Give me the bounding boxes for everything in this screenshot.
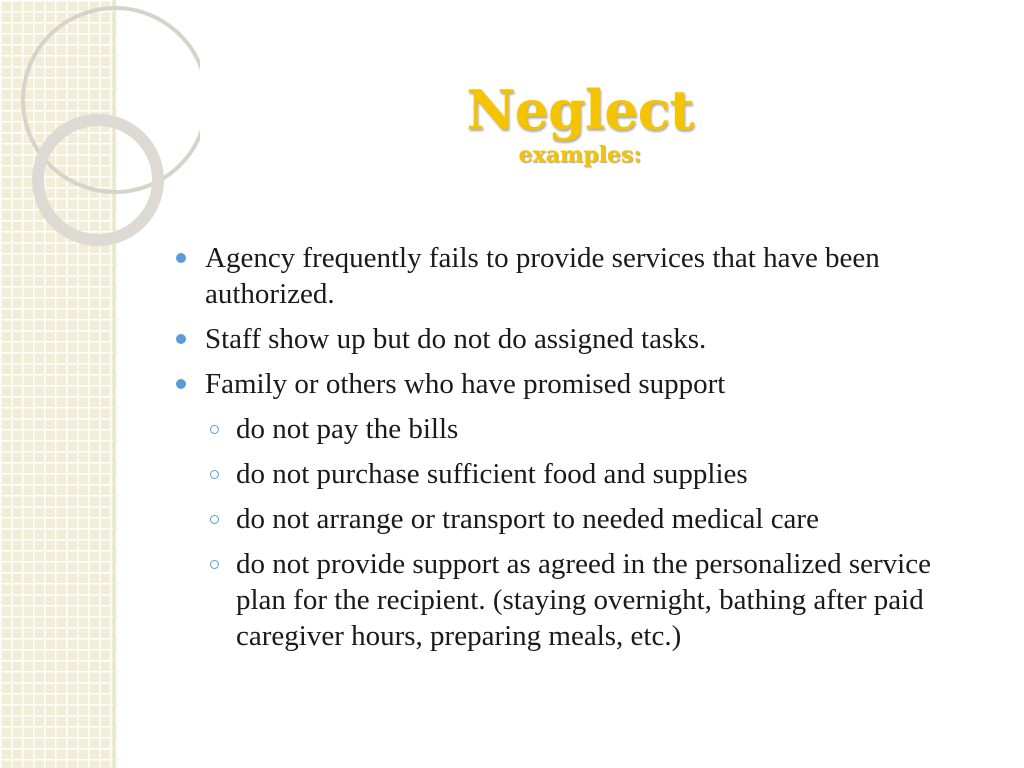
list-item (172, 366, 972, 402)
slide-subtitle: examples: (518, 142, 642, 168)
sub-list-item (172, 411, 972, 447)
list-item (172, 240, 972, 312)
bullet-ring-icon (210, 470, 219, 479)
sub-list-item (172, 456, 972, 492)
sub-list-item-text: do not provide support as agreed in the personalized service plan for the recipient. (staying overnight, bathing after paid caregiver hours, preparing meals, etc.) (236, 548, 931, 652)
bullet-ring-icon (210, 515, 219, 524)
bullet-list (172, 240, 972, 663)
bullet-dot-icon (176, 253, 186, 263)
sub-list-item-text: do not arrange or transport to needed medical care (236, 503, 819, 535)
slide-title: Neglect (466, 78, 694, 142)
sub-list-item (172, 501, 972, 537)
sub-list-item-text: do not purchase sufficient food and supplies (236, 458, 748, 490)
bullet-dot-icon (176, 379, 186, 389)
bullet-ring-icon (210, 560, 219, 569)
large-ring (23, 8, 200, 192)
sub-list-item-text: do not pay the bills (236, 413, 459, 445)
bullet-ring-icon (210, 425, 219, 434)
list-item-text: Staff show up but do not do assigned tasks. (205, 323, 707, 355)
sub-list-item (172, 546, 972, 654)
bullet-dot-icon (176, 334, 186, 344)
list-item-text: Agency frequently fails to provide services that have been authorized. (205, 242, 880, 310)
list-item-text: Family or others who have promised support (205, 368, 726, 400)
title-block (300, 78, 860, 168)
decorative-rings (0, 0, 200, 300)
small-ring (38, 120, 158, 240)
list-item (172, 321, 972, 357)
